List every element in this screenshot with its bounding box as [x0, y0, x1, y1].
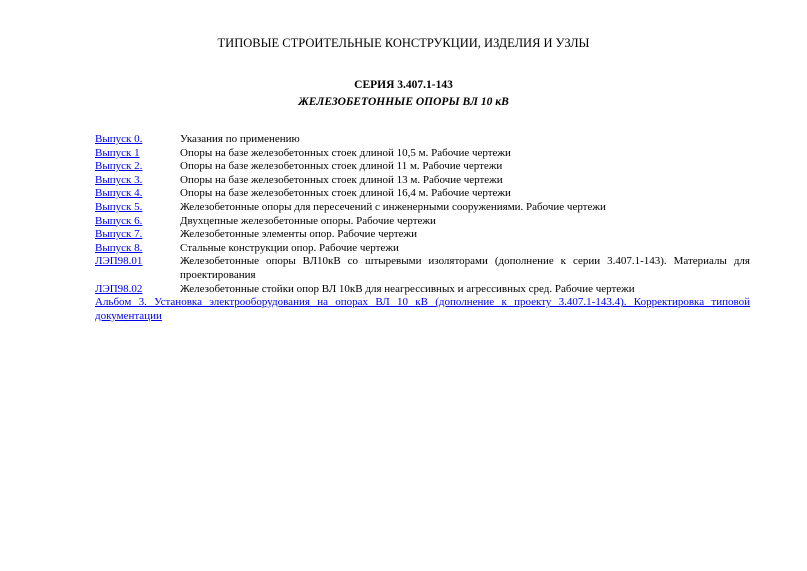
issue-description: Железобетонные элементы опор. Рабочие чертежи: [180, 228, 418, 241]
issues-list: [95, 133, 750, 323]
list-item: [95, 187, 750, 201]
issue-link-3[interactable]: Выпуск 3.: [95, 173, 143, 186]
album-3-link[interactable]: Альбом 3. Установка электрооборудования на опорах ВЛ 10 кВ (дополнение к проекту 3.407.1-143.4). Корректировка типовой документации: [95, 296, 750, 322]
list-item: [95, 160, 750, 174]
issue-description: Указания по применению: [180, 133, 300, 145]
series-subtitle: ЖЕЛЕЗОБЕТОННЫЕ ОПОРЫ ВЛ 10 кВ: [298, 96, 509, 108]
list-item: [95, 174, 750, 188]
issue-link-7[interactable]: Выпуск 7.: [95, 228, 143, 241]
issue-description: Опоры на базе железобетонных стоек длиной 13 м. Рабочие чертежи: [180, 173, 503, 186]
issue-link-1[interactable]: Выпуск 1: [95, 146, 140, 159]
issue-description: Опоры на базе железобетонных стоек длиной 10,5 м. Рабочие чертежи: [180, 146, 511, 159]
issue-description: Двухцепные железобетонные опоры. Рабочие чертежи: [180, 214, 436, 227]
issue-description: Опоры на базе железобетонных стоек длиной 16,4 м. Рабочие чертежи: [180, 187, 511, 200]
issue-link-4[interactable]: Выпуск 4.: [95, 187, 143, 200]
issue-description: Стальные конструкции опор. Рабочие чертежи: [180, 241, 399, 254]
list-item: [95, 283, 750, 297]
issue-link-5[interactable]: Выпуск 5.: [95, 200, 143, 213]
issue-description: Железобетонные стойки опор ВЛ 10кВ для неагрессивных и агрессивных сред. Рабочие чертежи: [180, 282, 635, 295]
series-title: СЕРИЯ 3.407.1-143: [354, 79, 453, 91]
list-item: [95, 228, 750, 242]
list-item: [95, 242, 750, 256]
list-item: [95, 255, 750, 282]
lep-link-01[interactable]: ЛЭП98.01: [95, 255, 143, 268]
issue-description: Опоры на базе железобетонных стоек длиной 11 м. Рабочие чертежи: [180, 160, 503, 173]
issue-link-6[interactable]: Выпуск 6.: [95, 214, 143, 227]
issue-description: Железобетонные опоры ВЛ10кВ со штыревыми изоляторами (дополнение к серии 3.407.1-143). Материалы для проектирования: [180, 255, 750, 281]
issue-link-2[interactable]: Выпуск 2.: [95, 160, 143, 173]
issue-link-8[interactable]: Выпуск 8.: [95, 241, 143, 254]
collection-title: ТИПОВЫЕ СТРОИТЕЛЬНЫЕ КОНСТРУКЦИИ, ИЗДЕЛИЯ И УЗЛЫ: [217, 36, 590, 50]
list-item: [95, 133, 750, 147]
lep-link-02[interactable]: ЛЭП98.02: [95, 282, 143, 295]
list-item: [95, 215, 750, 229]
issue-link-0[interactable]: Выпуск 0.: [95, 133, 143, 145]
list-item: [95, 147, 750, 161]
issue-description: Железобетонные опоры для пересечений с инженерными сооружениями. Рабочие чертежи: [180, 200, 606, 213]
list-item: [95, 201, 750, 215]
